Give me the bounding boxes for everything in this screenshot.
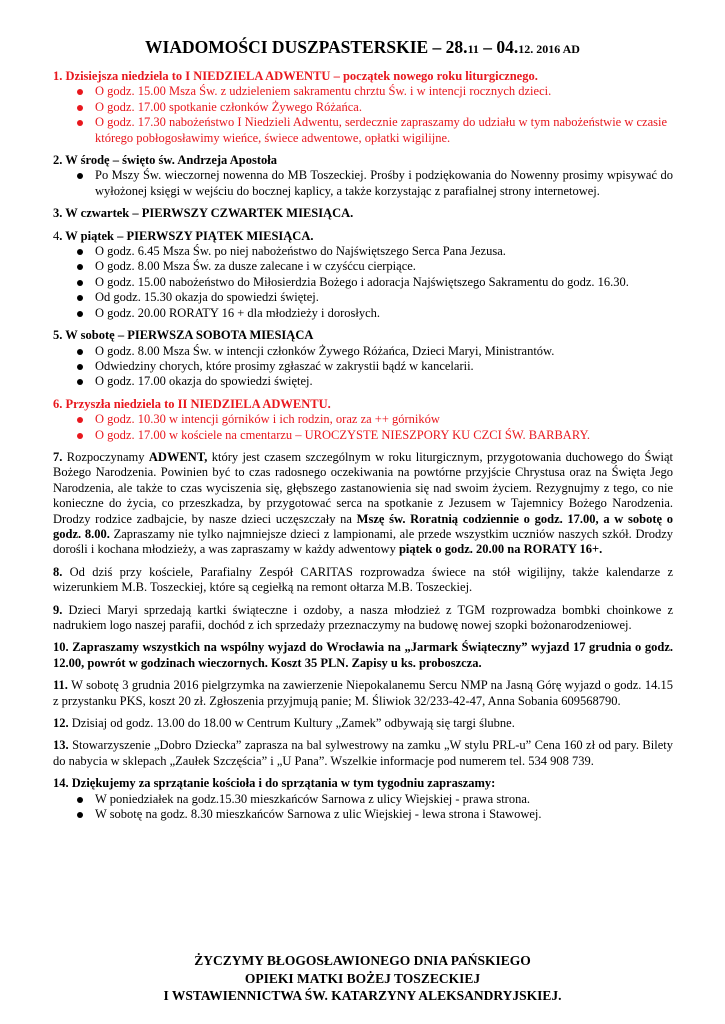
list-item: W sobotę na godz. 8.30 mieszkańców Sarnowa z ulic Wiejskiej - lewa strona i Stawowej. [53,807,673,822]
section-3 [53,206,673,221]
list-item: W poniedziałek na godz.15.30 mieszkańców Sarnowa z ulicy Wiejskiej - prawa strona. [53,792,673,807]
closing-blessing [0,952,725,1005]
list-item: O godz. 15.00 nabożeństwo do Miłosierdzia Bożego i adoracja Najświętszego Sakramentu do godz. 16.30. [53,275,673,290]
title-mid: – 04. [478,37,519,57]
section-4 [53,229,673,321]
section-4-title: . W piątek – PIERWSZY PIĄTEK MIESIĄCA. [59,228,314,243]
section-5-heading: 5. W sobotę – PIERWSZA SOBOTA MIESIĄCA [53,328,314,343]
section-1 [53,69,673,146]
paragraph-11-number: 11. [53,678,68,693]
paragraph-12-number: 12. [53,716,69,731]
paragraph-12 [53,716,673,731]
section-2 [53,153,673,199]
section-6 [53,397,673,443]
list-item: O godz. 17.30 nabożeństwo I Niedzieli Adwentu, serdecznie zapraszamy do udziału w tym nabożeństwie w czasie którego pobłogosławimy wieńce, świece adwentowe, opłatki wigilijne. [53,115,673,146]
paragraph-13 [53,738,673,769]
section-6-list [53,412,673,443]
paragraph-13-number: 13. [53,738,69,753]
section-4-number: 4 [53,228,60,243]
section-5 [53,328,673,390]
page-title [0,37,725,59]
paragraph-11-text: W sobotę 3 grudnia 2016 pielgrzymka na zawierzenie Niepokalanemu Sercu NMP na Jasną Górę wyjazd o godz. 14.15 z przystanku PKS, koszt 20 zł. Zgłoszenia przyjmują panie; M. Śliwiok 32/233-42-47, Anna Sobania 609568790. [53,678,673,708]
section-6-heading: 6. Przyszła niedziela to II NIEDZIELA ADWENTU. [53,396,331,411]
paragraph-9-number: 9. [53,602,63,617]
paragraph-7-roraty-16: piątek o godz. 20.00 na RORATY 16+. [398,542,603,557]
paragraph-7-text-c: który jest czasem szczególnym w roku liturgicznym, przygotowania duchowego do Świąt Bożego Narodzenia. Powinien być to czas radosnego oczekiwania na powtórne przyjście Chrystusa oraz na Święta Jego Narodzenia, ale także to czas wyciszenia się, głębszego zastanowienia się nad swoim życiem. Rezygnujmy z tego, co nie konieczne do życia, co przeszkadza, by przygotować serca na spotkanie z Jezusem w Tajemnicy Bożego Narodzenia. Drodzy rodzice zadbajcie, by nasze dzieci uczęszczały na [53,449,673,526]
paragraph-12-text: Dzisiaj od godz. 13.00 do 18.00 w Centrum Kultury „Zamek” odbywają się targi ślubne. [68,716,515,731]
paragraph-7-advent: ADWENT, [148,449,208,464]
list-item: Od godz. 15.30 okazja do spowiedzi świętej. [53,290,673,305]
section-14 [53,776,673,822]
list-item: O godz. 8.00 Msza Św. za dusze zalecane i w czyśćcu cierpiące. [53,259,673,274]
closing-line-3: I WSTAWIENNICTWA ŚW. KATARZYNY ALEKSANDRYJSKIEJ. [163,988,562,1003]
list-item: O godz. 15.00 Msza Św. z udzieleniem sakramentu chrztu Św. i w intencji rocznych dzieci. [53,84,673,99]
paragraph-7-roraty-times: Mszę św. Roratnią codziennie o godz. 17.00, a w sobotę o godz. 8.00. [53,511,673,541]
announcements [53,69,673,829]
section-1-heading: 1. Dzisiejsza niedziela to I NIEDZIELA ADWENTU – początek nowego roku liturgicznego. [53,69,538,83]
paragraph-9-text: Dzieci Maryi sprzedają kartki świąteczne i ozdoby, a nasza młodzież z TGM rozprowadza bombki choinkowe z nadrukiem logo naszej parafii, dochód z ich sprzedaży przeznaczymy na budowę nowej szopki bożonarodzeniowej. [53,602,673,632]
section-3-heading: 3. W czwartek – PIERWSZY CZWARTEK MIESIĄCA. [53,206,354,221]
section-1-list [53,84,673,146]
paragraph-13-text: Stowarzyszenie „Dobro Dziecka” zaprasza na bal sylwestrowy na zamku „W stylu PRL-u” Cena 160 zł od pary. Bilety do nabycia w sklepach „Zaułek Szczęścia” i „U Pana”. Wszelkie informacje pod numerem tel. 534 908 739. [53,738,673,768]
list-item: O godz. 17.00 spotkanie członków Żywego Różańca. [53,100,673,115]
section-4-heading [53,229,673,244]
closing-line-2: OPIEKI MATKI BOŻEJ TOSZECKIEJ [244,970,481,986]
paragraph-10: 10. Zapraszamy wszystkich na wspólny wyjazd do Wrocławia na „Jarmark Świąteczny” wyjazd 17 grudnia o godz. 12.00, powrót w godzinach wieczornych. Koszt 35 PLN. Zapisy u ks. proboszcza. [53,640,673,670]
section-2-list [53,168,673,199]
title-date-2: 12. 2016 AD [518,42,580,56]
list-item: O godz. 17.00 okazja do spowiedzi świętej. [53,374,673,389]
section-4-list [53,244,673,321]
paragraph-8-text: Od dziś przy kościele, Parafialny Zespół CARITAS rozprowadza świece na stół wigilijny, także kalendarze z wizerunkiem M.B. Toszeckiej, które są cegiełką na remont ołtarza M.B. Toszeckiej. [53,564,673,595]
title-date-1: 11 [467,42,479,56]
paragraph-9 [53,603,673,634]
list-item: O godz. 17.00 w kościele na cmentarzu – UROCZYSTE NIESZPORY KU CZCI ŚW. BARBARY. [53,428,673,443]
paragraph-8-number: 8. [53,564,63,579]
title-main: WIADOMOŚCI DUSZPASTERSKIE – 28. [145,37,468,57]
list-item: Po Mszy Św. wieczornej nowenna do MB Toszeckiej. Prośby i podziękowania do Nowenny prosimy wpisywać do wyłożonej księgi w wejściu do bocznej kaplicy, a także korzystając z parafialnej strony internetowej. [53,168,673,199]
closing-line-1: ŻYCZYMY BŁOGOSŁAWIONEGO DNIA PAŃSKIEGO [194,953,531,968]
list-item: Odwiedziny chorych, które prosimy zgłaszać w zakrystii bądź w kancelarii. [53,359,673,374]
paragraph-7-text-e: Zapraszamy nie tylko najmniejsze dzieci z lampionami, ale przede wszystkim uczniów naszych szkół. Drodzy dorośli i kochana młodzieży, a was zapraszamy w każdy adwentowy [53,526,674,557]
paragraph-7-number: 7. [53,449,63,464]
paragraph-11 [53,678,673,709]
list-item: O godz. 8.00 Msza Św. w intencji członków Żywego Różańca, Dzieci Maryi, Ministrantów. [53,344,673,359]
section-14-list [53,792,673,823]
paragraph-7-text-a: Rozpoczynamy [62,449,149,464]
section-14-heading: 14. Dziękujemy za sprzątanie kościoła i do sprzątania w tym tygodniu zapraszamy: [53,776,496,791]
list-item: O godz. 20.00 RORATY 16 + dla młodzieży i dorosłych. [53,306,673,321]
paragraph-7 [53,450,673,558]
section-5-list [53,344,673,390]
paragraph-8 [53,565,673,596]
list-item: O godz. 10.30 w intencji górników i ich rodzin, oraz za ++ górników [53,412,673,427]
section-2-heading: 2. W środę – święto św. Andrzeja Apostoła [53,153,277,168]
list-item: O godz. 6.45 Msza Św. po niej nabożeństwo do Najświętszego Serca Pana Jezusa. [53,244,673,259]
